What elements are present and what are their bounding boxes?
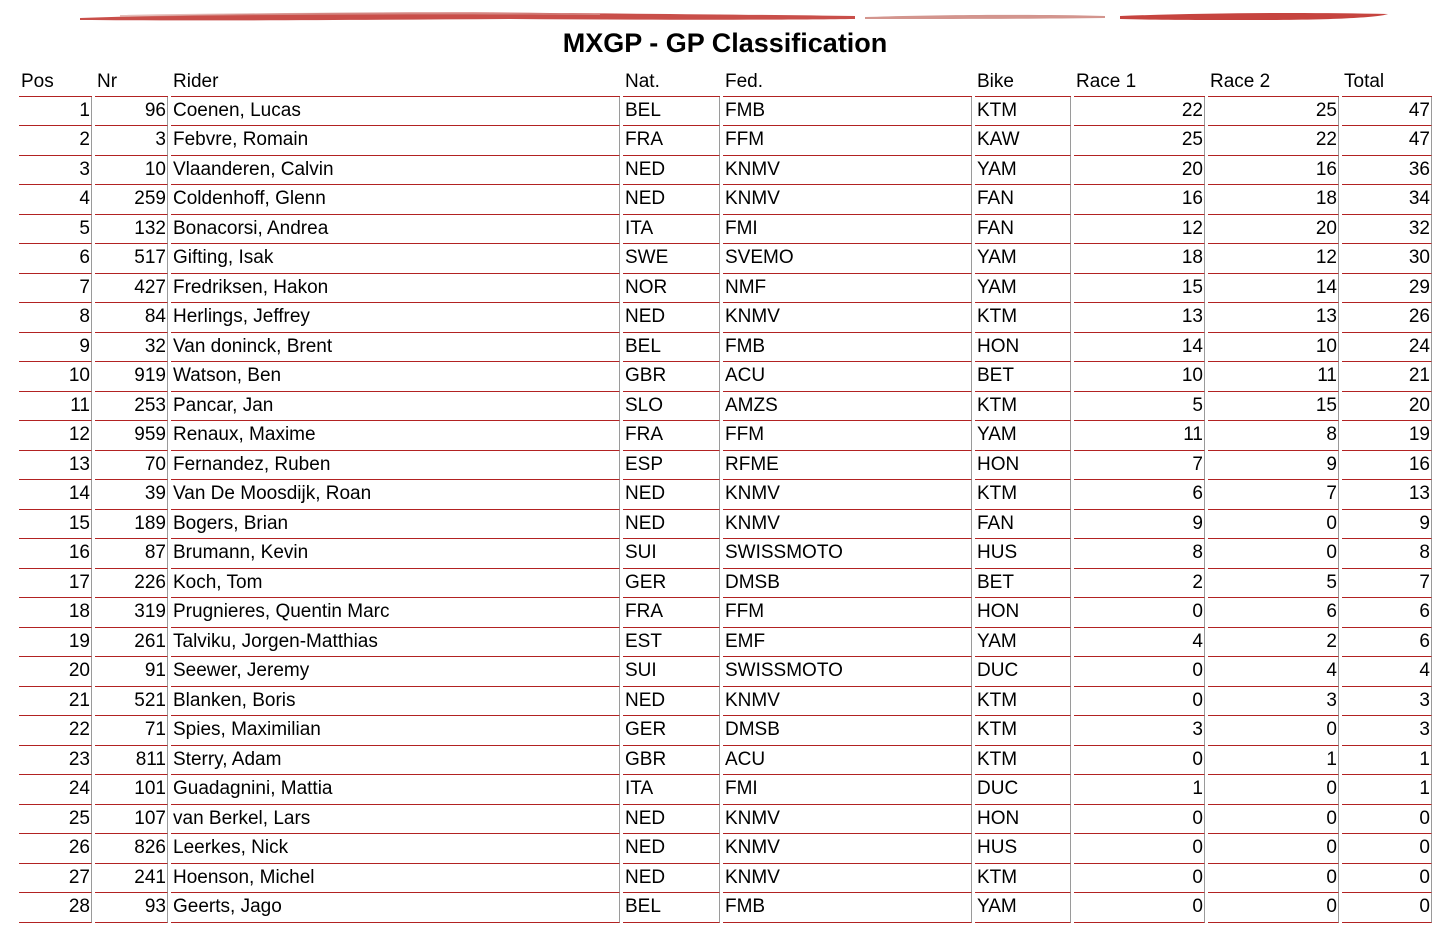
cell-bike: KTM [975,303,1071,333]
cell-nat: ESP [623,451,720,481]
cell-pos: 17 [19,569,92,599]
cell-nr: 319 [95,598,168,628]
cell-bike: HON [975,598,1071,628]
cell-bike: KAW [975,126,1071,156]
cell-pos: 25 [19,805,92,835]
cell-total: 29 [1342,274,1432,304]
cell-bike: YAM [975,244,1071,274]
cell-nr: 253 [95,392,168,422]
cell-nr: 96 [95,97,168,127]
cell-nat: NED [623,480,720,510]
cell-fed: KNMV [723,303,972,333]
cell-rider: Van doninck, Brent [171,333,620,363]
cell-total: 36 [1342,156,1432,186]
cell-nat: SWE [623,244,720,274]
cell-pos: 28 [19,893,92,923]
cell-fed: ACU [723,362,972,392]
cell-nat: BEL [623,97,720,127]
cell-bike: KTM [975,687,1071,717]
table-row [19,746,1432,776]
table-row [19,244,1432,274]
table-row [19,657,1432,687]
cell-nat: GER [623,716,720,746]
brush-stroke-right [1120,13,1388,20]
cell-rider: Guadagnini, Mattia [171,775,620,805]
cell-nat: SLO [623,392,720,422]
cell-nat: NED [623,805,720,835]
cell-nr: 189 [95,510,168,540]
classification-table [16,67,1435,923]
cell-rider: Leerkes, Nick [171,834,620,864]
cell-rider: Brumann, Kevin [171,539,620,569]
table-row [19,451,1432,481]
cell-bike: HON [975,805,1071,835]
cell-pos: 24 [19,775,92,805]
cell-race1: 0 [1074,687,1205,717]
cell-race1: 7 [1074,451,1205,481]
cell-fed: EMF [723,628,972,658]
cell-fed: RFME [723,451,972,481]
cell-fed: FMB [723,893,972,923]
table-row [19,185,1432,215]
cell-total: 3 [1342,687,1432,717]
cell-nat: ITA [623,215,720,245]
cell-nr: 521 [95,687,168,717]
table-row [19,628,1432,658]
cell-pos: 18 [19,598,92,628]
cell-rider: Bonacorsi, Andrea [171,215,620,245]
cell-race2: 1 [1208,746,1339,776]
cell-race2: 18 [1208,185,1339,215]
cell-total: 19 [1342,421,1432,451]
cell-nr: 107 [95,805,168,835]
cell-total: 34 [1342,185,1432,215]
table-row [19,805,1432,835]
cell-bike: YAM [975,628,1071,658]
cell-race1: 9 [1074,510,1205,540]
cell-bike: HON [975,451,1071,481]
cell-race2: 0 [1208,716,1339,746]
brush-stroke-middle [865,15,1105,19]
cell-total: 6 [1342,598,1432,628]
cell-fed: KNMV [723,185,972,215]
cell-pos: 27 [19,864,92,894]
cell-pos: 16 [19,539,92,569]
cell-rider: van Berkel, Lars [171,805,620,835]
cell-pos: 5 [19,215,92,245]
table-row [19,687,1432,717]
table-row [19,510,1432,540]
cell-bike: YAM [975,421,1071,451]
cell-race1: 6 [1074,480,1205,510]
cell-pos: 1 [19,97,92,127]
cell-rider: Geerts, Jago [171,893,620,923]
cell-pos: 10 [19,362,92,392]
column-header-nr: Nr [95,67,168,97]
cell-race2: 25 [1208,97,1339,127]
cell-nr: 91 [95,657,168,687]
cell-fed: NMF [723,274,972,304]
cell-fed: AMZS [723,392,972,422]
column-header-fed: Fed. [723,67,972,97]
cell-nat: FRA [623,598,720,628]
cell-rider: Bogers, Brian [171,510,620,540]
cell-fed: KNMV [723,687,972,717]
cell-bike: BET [975,569,1071,599]
cell-total: 6 [1342,628,1432,658]
cell-pos: 8 [19,303,92,333]
cell-pos: 20 [19,657,92,687]
cell-rider: Talviku, Jorgen-Matthias [171,628,620,658]
cell-pos: 9 [19,333,92,363]
cell-rider: Coenen, Lucas [171,97,620,127]
column-header-total: Total [1342,67,1432,97]
column-header-race1: Race 1 [1074,67,1205,97]
cell-nr: 427 [95,274,168,304]
table-row [19,569,1432,599]
cell-total: 3 [1342,716,1432,746]
cell-bike: KTM [975,864,1071,894]
cell-race1: 12 [1074,215,1205,245]
cell-race2: 13 [1208,303,1339,333]
cell-race1: 11 [1074,421,1205,451]
cell-race1: 2 [1074,569,1205,599]
cell-race2: 12 [1208,244,1339,274]
cell-rider: Renaux, Maxime [171,421,620,451]
cell-race1: 0 [1074,834,1205,864]
table-row [19,333,1432,363]
cell-total: 20 [1342,392,1432,422]
cell-fed: FFM [723,598,972,628]
cell-race1: 18 [1074,244,1205,274]
cell-nr: 71 [95,716,168,746]
cell-pos: 23 [19,746,92,776]
cell-race1: 0 [1074,864,1205,894]
cell-pos: 22 [19,716,92,746]
cell-fed: ACU [723,746,972,776]
cell-nr: 93 [95,893,168,923]
cell-nr: 919 [95,362,168,392]
cell-race1: 14 [1074,333,1205,363]
table-row [19,97,1432,127]
cell-race2: 5 [1208,569,1339,599]
cell-rider: Herlings, Jeffrey [171,303,620,333]
cell-bike: HUS [975,539,1071,569]
cell-total: 47 [1342,97,1432,127]
cell-race2: 22 [1208,126,1339,156]
cell-nat: BEL [623,333,720,363]
column-header-pos: Pos [19,67,92,97]
cell-bike: YAM [975,893,1071,923]
table-row [19,215,1432,245]
column-header-rider: Rider [171,67,620,97]
cell-nr: 39 [95,480,168,510]
table-row [19,421,1432,451]
cell-race1: 5 [1074,392,1205,422]
column-header-bike: Bike [975,67,1071,97]
cell-rider: Sterry, Adam [171,746,620,776]
cell-race2: 7 [1208,480,1339,510]
cell-nat: FRA [623,421,720,451]
cell-total: 13 [1342,480,1432,510]
cell-fed: FFM [723,126,972,156]
cell-pos: 13 [19,451,92,481]
cell-nr: 261 [95,628,168,658]
cell-race1: 0 [1074,893,1205,923]
cell-rider: Hoenson, Michel [171,864,620,894]
cell-bike: FAN [975,510,1071,540]
cell-race2: 0 [1208,834,1339,864]
cell-fed: SVEMO [723,244,972,274]
cell-race2: 10 [1208,333,1339,363]
cell-total: 30 [1342,244,1432,274]
cell-race2: 14 [1208,274,1339,304]
table-row [19,156,1432,186]
cell-nr: 84 [95,303,168,333]
cell-total: 8 [1342,539,1432,569]
cell-race1: 20 [1074,156,1205,186]
cell-fed: SWISSMOTO [723,539,972,569]
cell-fed: KNMV [723,805,972,835]
cell-nr: 811 [95,746,168,776]
cell-race2: 0 [1208,510,1339,540]
cell-fed: FMI [723,775,972,805]
cell-race1: 3 [1074,716,1205,746]
cell-nr: 32 [95,333,168,363]
cell-pos: 15 [19,510,92,540]
column-header-nat: Nat. [623,67,720,97]
cell-race2: 3 [1208,687,1339,717]
cell-race2: 6 [1208,598,1339,628]
cell-nr: 826 [95,834,168,864]
cell-rider: Koch, Tom [171,569,620,599]
cell-bike: FAN [975,185,1071,215]
cell-race2: 0 [1208,805,1339,835]
cell-bike: DUC [975,775,1071,805]
cell-race1: 0 [1074,657,1205,687]
cell-bike: KTM [975,746,1071,776]
table-row [19,864,1432,894]
cell-nr: 959 [95,421,168,451]
cell-rider: Vlaanderen, Calvin [171,156,620,186]
cell-nat: BEL [623,893,720,923]
cell-bike: KTM [975,392,1071,422]
cell-total: 7 [1342,569,1432,599]
cell-pos: 6 [19,244,92,274]
cell-fed: DMSB [723,569,972,599]
cell-fed: FMB [723,97,972,127]
cell-nr: 241 [95,864,168,894]
cell-bike: YAM [975,274,1071,304]
cell-total: 0 [1342,834,1432,864]
cell-nat: GBR [623,362,720,392]
cell-fed: KNMV [723,156,972,186]
cell-pos: 2 [19,126,92,156]
cell-total: 26 [1342,303,1432,333]
cell-bike: BET [975,362,1071,392]
cell-total: 0 [1342,893,1432,923]
cell-total: 16 [1342,451,1432,481]
cell-nat: NED [623,510,720,540]
table-row [19,480,1432,510]
table-row [19,834,1432,864]
cell-fed: KNMV [723,510,972,540]
cell-rider: Pancar, Jan [171,392,620,422]
cell-fed: FFM [723,421,972,451]
cell-nat: NED [623,303,720,333]
table-row [19,716,1432,746]
cell-rider: Spies, Maximilian [171,716,620,746]
cell-nr: 87 [95,539,168,569]
cell-nat: NED [623,185,720,215]
table-row [19,893,1432,923]
cell-nat: SUI [623,657,720,687]
cell-total: 0 [1342,805,1432,835]
header-row [19,67,1432,97]
cell-pos: 4 [19,185,92,215]
cell-rider: Gifting, Isak [171,244,620,274]
cell-nr: 132 [95,215,168,245]
table-body [19,97,1432,923]
table-row [19,775,1432,805]
cell-nat: NED [623,834,720,864]
cell-bike: KTM [975,97,1071,127]
table-header [19,67,1432,97]
cell-nat: ITA [623,775,720,805]
cell-race1: 0 [1074,598,1205,628]
table-row [19,362,1432,392]
cell-pos: 7 [19,274,92,304]
cell-race1: 22 [1074,97,1205,127]
cell-nr: 3 [95,126,168,156]
cell-nr: 226 [95,569,168,599]
cell-bike: DUC [975,657,1071,687]
cell-total: 9 [1342,510,1432,540]
cell-race1: 1 [1074,775,1205,805]
cell-race2: 9 [1208,451,1339,481]
cell-total: 0 [1342,864,1432,894]
column-header-race2: Race 2 [1208,67,1339,97]
cell-race1: 0 [1074,805,1205,835]
cell-total: 32 [1342,215,1432,245]
page-title: MXGP - GP Classification [562,28,888,58]
cell-rider: Febvre, Romain [171,126,620,156]
cell-nat: EST [623,628,720,658]
cell-fed: KNMV [723,480,972,510]
cell-race2: 16 [1208,156,1339,186]
cell-rider: Watson, Ben [171,362,620,392]
cell-pos: 11 [19,392,92,422]
cell-race1: 10 [1074,362,1205,392]
cell-nat: GER [623,569,720,599]
cell-total: 1 [1342,775,1432,805]
table-row [19,303,1432,333]
cell-race2: 0 [1208,864,1339,894]
cell-total: 47 [1342,126,1432,156]
cell-race1: 15 [1074,274,1205,304]
cell-nr: 259 [95,185,168,215]
cell-nat: SUI [623,539,720,569]
table-row [19,539,1432,569]
table-row [19,392,1432,422]
cell-fed: DMSB [723,716,972,746]
cell-rider: Coldenhoff, Glenn [171,185,620,215]
brush-stroke-header-decoration [80,8,1390,24]
table-row [19,126,1432,156]
cell-rider: Blanken, Boris [171,687,620,717]
cell-race1: 13 [1074,303,1205,333]
cell-nr: 10 [95,156,168,186]
cell-race2: 2 [1208,628,1339,658]
cell-bike: HON [975,333,1071,363]
table-row [19,598,1432,628]
cell-fed: KNMV [723,834,972,864]
cell-total: 21 [1342,362,1432,392]
cell-rider: Fernandez, Ruben [171,451,620,481]
cell-nr: 70 [95,451,168,481]
cell-race1: 8 [1074,539,1205,569]
cell-race2: 0 [1208,539,1339,569]
cell-pos: 19 [19,628,92,658]
cell-fed: KNMV [723,864,972,894]
cell-bike: HUS [975,834,1071,864]
cell-race1: 0 [1074,746,1205,776]
cell-race2: 11 [1208,362,1339,392]
cell-race2: 0 [1208,893,1339,923]
cell-bike: FAN [975,215,1071,245]
cell-nat: NOR [623,274,720,304]
cell-race2: 8 [1208,421,1339,451]
cell-fed: FMI [723,215,972,245]
cell-nat: FRA [623,126,720,156]
cell-bike: KTM [975,480,1071,510]
cell-bike: YAM [975,156,1071,186]
cell-race2: 15 [1208,392,1339,422]
cell-rider: Prugnieres, Quentin Marc [171,598,620,628]
cell-race2: 0 [1208,775,1339,805]
cell-rider: Fredriksen, Hakon [171,274,620,304]
cell-race1: 25 [1074,126,1205,156]
cell-nat: NED [623,156,720,186]
cell-nat: NED [623,864,720,894]
cell-total: 24 [1342,333,1432,363]
cell-race2: 20 [1208,215,1339,245]
cell-race1: 16 [1074,185,1205,215]
cell-bike: KTM [975,716,1071,746]
cell-pos: 26 [19,834,92,864]
table-row [19,274,1432,304]
cell-race1: 4 [1074,628,1205,658]
cell-fed: FMB [723,333,972,363]
cell-fed: SWISSMOTO [723,657,972,687]
cell-nat: GBR [623,746,720,776]
cell-pos: 3 [19,156,92,186]
cell-pos: 14 [19,480,92,510]
cell-total: 4 [1342,657,1432,687]
cell-nat: NED [623,687,720,717]
cell-total: 1 [1342,746,1432,776]
cell-race2: 4 [1208,657,1339,687]
cell-pos: 12 [19,421,92,451]
cell-nr: 101 [95,775,168,805]
cell-rider: Van De Moosdijk, Roan [171,480,620,510]
cell-nr: 517 [95,244,168,274]
cell-pos: 21 [19,687,92,717]
cell-rider: Seewer, Jeremy [171,657,620,687]
